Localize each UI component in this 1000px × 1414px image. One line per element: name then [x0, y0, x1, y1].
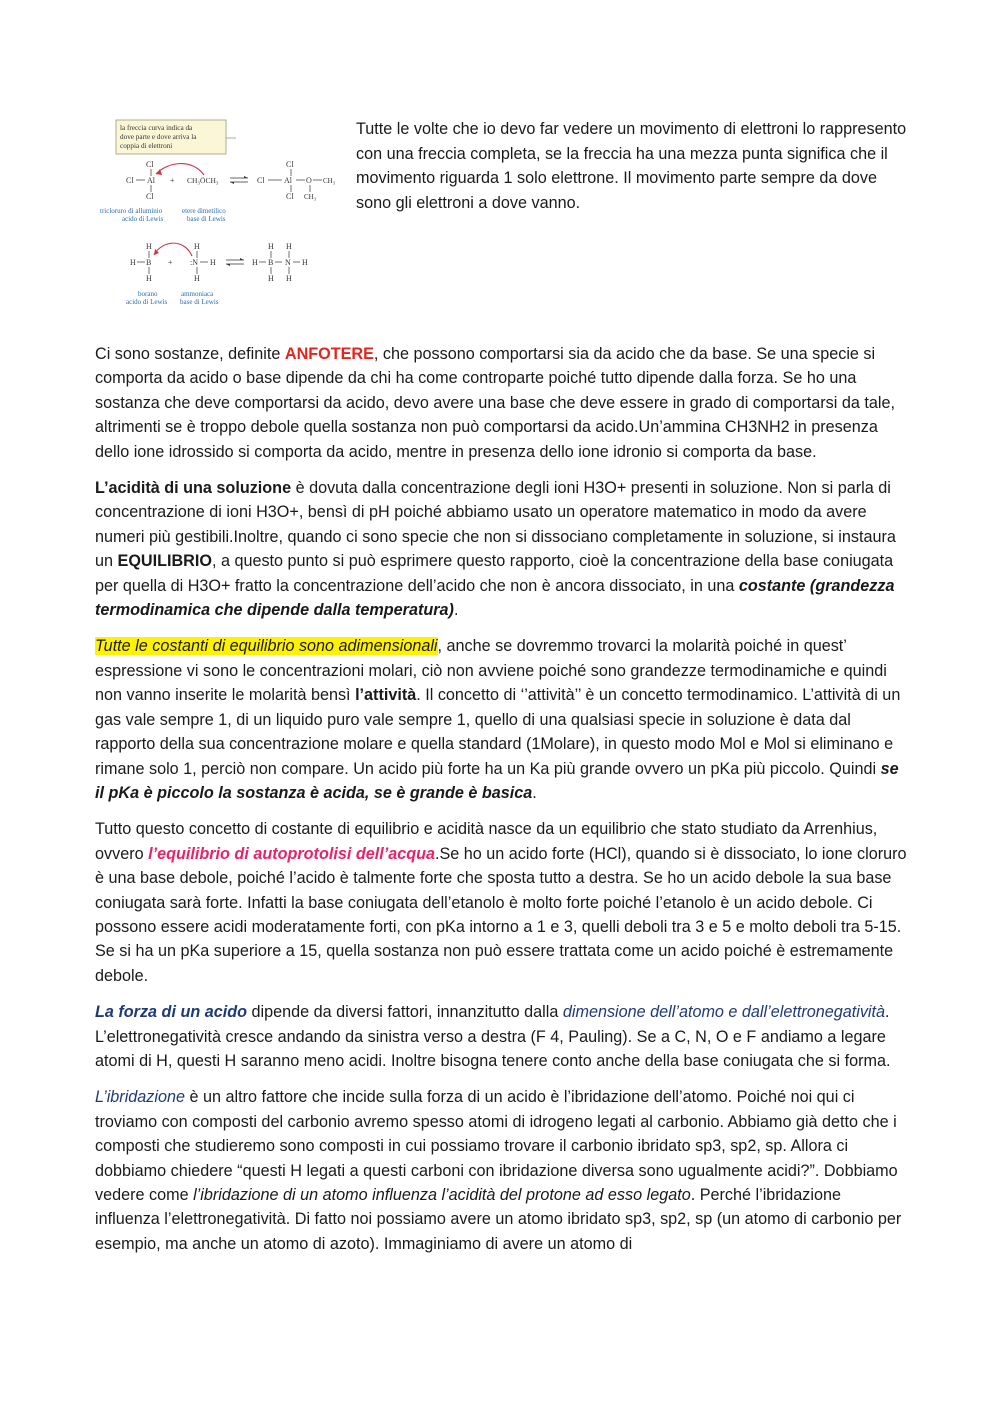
svg-text:acido di Lewis: acido di Lewis — [122, 215, 164, 223]
svg-text:H: H — [194, 274, 200, 283]
caption-borane: borano — [138, 290, 158, 298]
svg-text:Al: Al — [147, 176, 155, 185]
svg-text:H: H — [268, 242, 274, 251]
electron-arrow-2 — [154, 243, 192, 256]
svg-text::N: :N — [190, 258, 198, 267]
svg-text:Cl: Cl — [286, 160, 294, 169]
svg-text:H: H — [194, 242, 200, 251]
svg-text:B: B — [146, 258, 152, 267]
paragraph-anfotere: Ci sono sostanze, definite ANFOTERE, che possono comportarsi sia da acido che da base. Se una specie si comporta da acido o base dipende da chi ha come controparte poiché tutto dipende dalla forza. Se ho una sostanza che deve comportarsi da acido, devo avere una base che deve essere in grado di comportarsi da tale, altrimenti se è troppo debole quella sostanza non può comportarsi da acido.Un’ammina CH3NH2 in presenza dello ione idrossido si comporta da acido, mentre in presenza dello ione idronio si comporta da base. — [95, 345, 895, 461]
electron-arrow-1 — [156, 164, 204, 175]
paragraph-forza: La forza di un acido dipende da diversi fattori, innanzitutto dalla dimensione dell’atomo e dall’elettronegatività. L’elettronegatività cresce andando da sinistra verso a destra (F 4, Pauling). Se a C, N, O e F andiamo a legare atomi di H, questi H saranno meno acidi. Inoltre bisogna tenere conto anche della base coniugata che si forma. — [95, 1003, 891, 1070]
svg-text:Cl: Cl — [146, 160, 154, 169]
svg-text:H: H — [286, 242, 292, 251]
svg-text:+: + — [168, 258, 173, 267]
note-line-2: dove parte e dove arriva la — [120, 133, 197, 141]
paragraph-acidita: L’acidità di una soluzione è dovuta dalla concentrazione degli ioni H3O+ presenti in soluzione. Non si parla di concentrazione di ioni H3O+, bensì di pH poiché abbiamo usato un operatore matematico in modo da avere numeri più gestibili.Inoltre, quando ci sono specie che non si dissociano completamente in soluzione, si instaura un EQUILIBRIO, a questo punto si può esprimere questo rapporto, cioè la concentrazione della base coniugata per quella di H3O+ fratto la concentrazione dell’acido che non è ancora dissociato, in una costante (grandezza termodinamica che dipende dalla temperatura). — [95, 479, 896, 620]
svg-text:H: H — [146, 274, 152, 283]
svg-text:H: H — [268, 274, 274, 283]
svg-text:CH₃: CH₃ — [323, 177, 336, 185]
svg-text:O: O — [306, 176, 312, 185]
lewis-acid-base-figure — [100, 118, 344, 314]
svg-text:Cl: Cl — [257, 176, 265, 185]
term-costante: costante (grandezza termodinamica che dipende dalla temperatura) — [95, 576, 895, 620]
caption-ammonia: ammoniaca — [181, 290, 214, 298]
note-line-3: coppia di elettroni — [120, 142, 173, 150]
ether-formula: CH₃ÖCH₃ — [187, 176, 219, 185]
svg-text:H: H — [210, 258, 216, 267]
svg-text:Cl: Cl — [286, 192, 294, 201]
svg-text:CH₃: CH₃ — [304, 193, 317, 201]
svg-text:H: H — [146, 242, 152, 251]
term-dimensione: dimensione dell’atomo e dall’elettronegatività — [562, 1003, 886, 1022]
highlighted-text: Tutte le costanti di equilibrio sono adimensionali — [95, 637, 438, 656]
term-acidita: L’acidità di una soluzione — [95, 479, 292, 498]
svg-text:base di Lewis: base di Lewis — [180, 298, 219, 306]
paragraph-ibridazione: L’ibridazione è un altro fattore che incide sulla forza di un acido è l’ibridazione dell’atomo. Poiché noi qui ci troviamo con composti del carbonio avremo spesso atomi di idrogeno legati al carbonio. Abbiamo già detto che i composti che studieremo sono composti in cui possiamo trovare il carbonio ibridato sp3, sp2, sp. Allora ci dobbiamo chiedere “questi H legati a questi carboni con ibridazione diversa sono ugualmente acidi?”. Dobbiamo vedere come l’ibridazione di un atomo influenza l’acidità del protone ad esso legato. Perché l’ibridazione influenza l’elettronegatività. Di fatto noi possiamo avere un atomo ibridato sp3, sp2, sp (un atomo di carbonio per esempio, ma anche un atomo di azoto). Immaginiamo di avere un atomo di — [95, 1088, 902, 1253]
term-anfotere: ANFOTERE — [284, 345, 374, 363]
term-pka: se il pKa è piccolo la sostanza è acida, se è grande è basica — [95, 759, 899, 802]
svg-text:acido di Lewis: acido di Lewis — [126, 298, 168, 306]
svg-text:H: H — [252, 258, 258, 267]
svg-text:Cl: Cl — [146, 192, 154, 201]
svg-text:H: H — [286, 274, 292, 283]
svg-text:N: N — [285, 258, 291, 267]
note-line-1: la freccia curva indica da — [120, 124, 193, 132]
paragraph-costanti: Tutte le costanti di equilibrio sono adimensionali, anche se dovremmo trovarci la molarità poiché in quest’ espressione vi sono le concentrazioni molari, ciò non avviene poiché sono grandezze termodinamiche e quindi non vanno inserite le molarità bensì l’attività. Il concetto di ‘’attività’’ è un concetto termodinamico. L’attività di un gas vale sempre 1, di un liquido puro vale sempre 1, quello di una qualsiasi specie in soluzione è data dal rapporto della sua concentrazione molare e quella standard (1Molare), in questo modo Mol e Mol si eliminano e rimane solo 1, perciò non compare. Un acido più forte ha un Ka più grande ovvero un pKa più piccolo. Quindi se il pKa è piccolo la sostanza è acida, se è grande è basica. — [95, 637, 901, 802]
term-attivita: l’attività — [355, 686, 417, 705]
caption-ether: etere dimetilico — [182, 207, 226, 215]
svg-text:B: B — [268, 258, 274, 267]
svg-text:Al: Al — [284, 176, 292, 185]
term-forza-acido: La forza di un acido — [95, 1003, 247, 1022]
term-ibridazione: L’ibridazione — [95, 1088, 185, 1107]
svg-text:+: + — [170, 176, 175, 185]
term-ibridazione-acidita: l’ibridazione di un atomo influenza l’acidità del protone ad esso legato — [193, 1186, 691, 1204]
term-equilibrio: EQUILIBRIO — [117, 552, 212, 571]
svg-text:H: H — [130, 258, 136, 267]
term-autoprotolisi: l’equilibrio di autoprotolisi dell’acqua — [148, 844, 435, 863]
body-text — [95, 342, 910, 1268]
paragraph-autoprotolisi: Tutto questo concetto di costante di equilibrio e acidità nasce da un equilibrio che stato studiato da Arrenhius, ovvero l’equilibrio di autoprotolisi dell’acqua.Se ho un acido forte (HCl), quando si è dissociato, lo ione cloruro è una base debole, poiché l’acido è talmente forte che sposta tutto a destra. Se ho un acido debole la sua base coniugata sarà forte. Infatti la base coniugata dell’etanolo è molto forte poiché l’etanolo è un acido debole. Ci possono essere acidi moderatamente forti, con pKa intorno a 1 e 3, quelli deboli tra 3 e 5 e molto deboli tra 5-15. Se si ha un pKa superiore a 15, quella sostanza non può essere trattata come un acido poiché è estremamente debole. — [95, 820, 907, 985]
svg-text:base di Lewis: base di Lewis — [187, 215, 226, 223]
intro-paragraph: Tutte le volte che io devo far vedere un movimento di elettroni lo rappresento con una freccia completa, se la freccia ha una mezza punta significa che il movimento riguarda 1 solo elettrone. Il movimento parte sempre da dove sono gli elettroni a dove vanno. — [356, 120, 907, 212]
svg-text:H: H — [302, 258, 308, 267]
svg-text:Cl: Cl — [126, 176, 134, 185]
caption-alcl3: tricloruro di alluminio — [100, 207, 163, 215]
